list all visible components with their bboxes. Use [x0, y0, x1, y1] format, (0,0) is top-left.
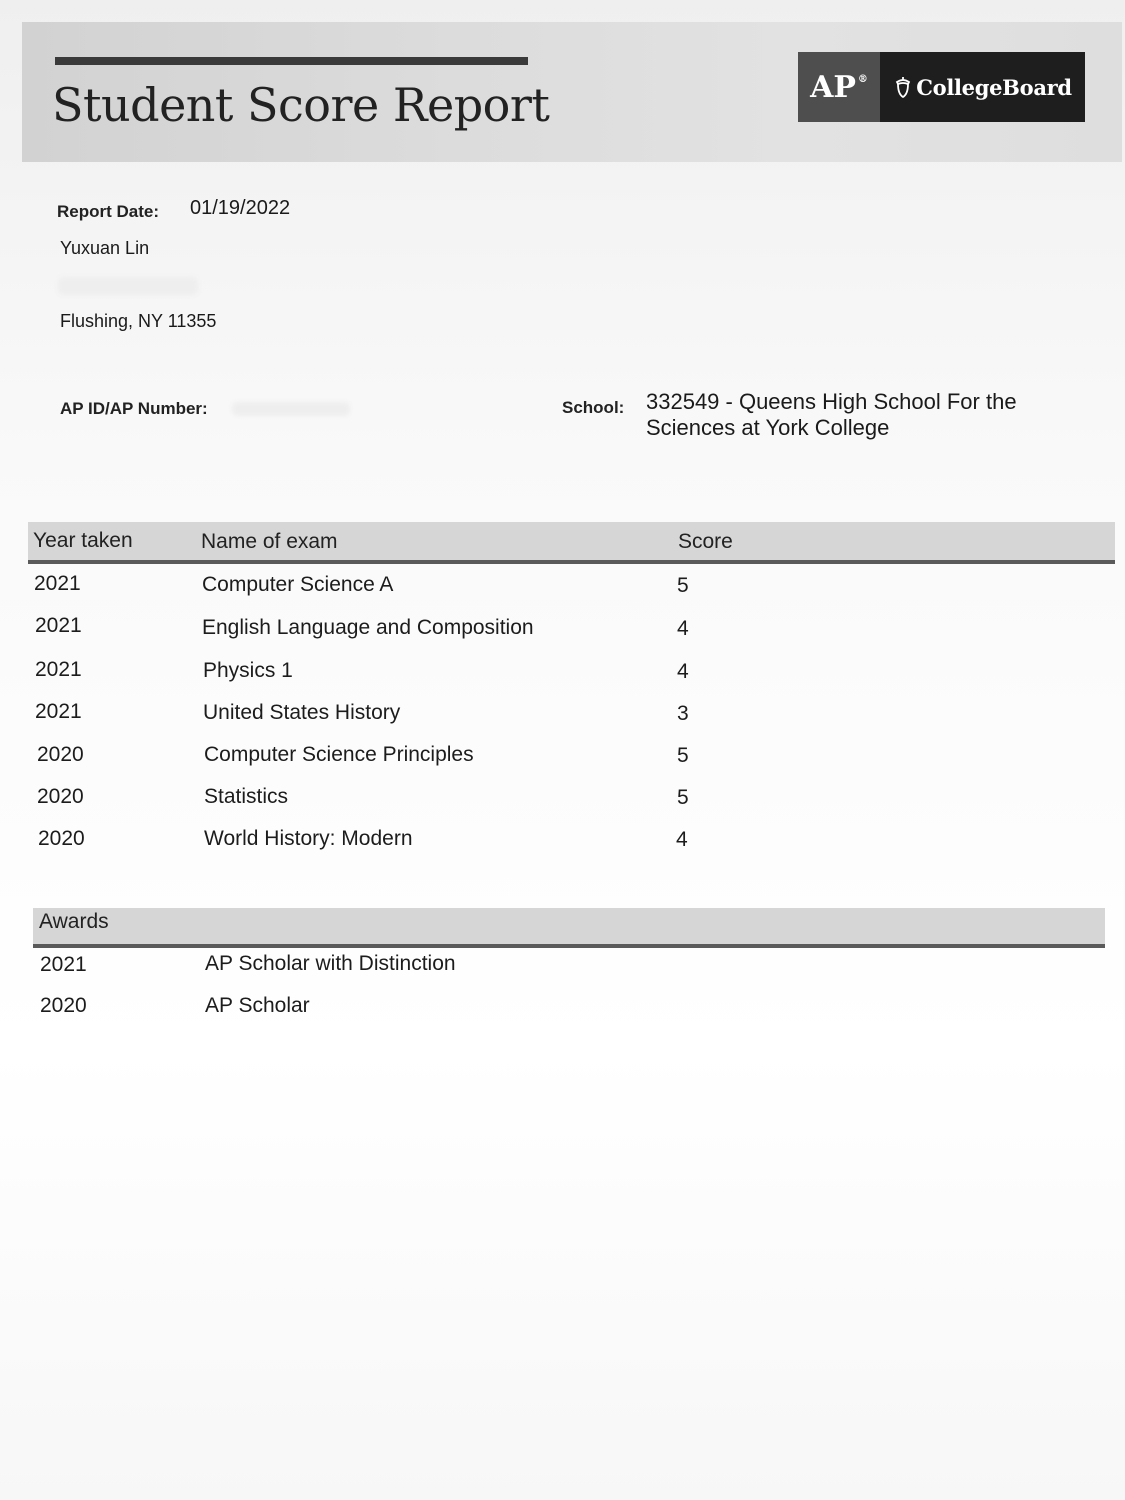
row-exam: Statistics [204, 785, 289, 808]
award-name: AP Scholar [205, 994, 310, 1017]
row-score: 5 [677, 744, 689, 767]
row-year: 2020 [37, 785, 84, 808]
scores-table-header [28, 522, 1115, 564]
row-year: 2021 [35, 700, 82, 723]
school-line-1: 332549 - Queens High School For the [646, 389, 1017, 414]
row-score: 4 [677, 660, 689, 683]
row-score: 3 [677, 702, 689, 725]
row-year: 2020 [37, 743, 84, 766]
report-date-value: 01/19/2022 [190, 197, 291, 219]
award-name: AP Scholar with Distinction [205, 952, 456, 975]
redacted-ap-id [232, 402, 350, 416]
row-exam: Computer Science Principles [204, 743, 474, 766]
row-year: 2021 [34, 572, 81, 595]
row-score: 5 [677, 786, 689, 809]
page-title: Student Score Report [52, 78, 550, 132]
column-header-exam: Name of exam [201, 530, 338, 553]
row-exam: Physics 1 [203, 659, 293, 682]
registered-mark-icon: ® [857, 73, 868, 85]
row-exam: Computer Science A [202, 573, 394, 596]
report-date-label: Report Date: [57, 202, 160, 221]
row-year: 2020 [38, 827, 85, 850]
row-year: 2021 [35, 658, 82, 681]
school-label: School: [562, 398, 625, 417]
collegeboard-logo [880, 52, 1085, 122]
ap-logo-text: AP [810, 69, 856, 105]
row-year: 2021 [35, 614, 82, 637]
ap-logo [798, 52, 880, 122]
award-year: 2020 [40, 994, 87, 1017]
awards-table-header [33, 908, 1105, 948]
row-exam: United States History [203, 701, 401, 724]
column-header-score: Score [678, 530, 733, 553]
acorn-icon [893, 75, 913, 99]
row-exam: English Language and Composition [202, 616, 534, 639]
awards-header-label: Awards [39, 910, 109, 933]
city-state-zip: Flushing, NY 11355 [60, 311, 217, 331]
ap-collegeboard-logo [798, 52, 1085, 122]
title-rule [55, 57, 528, 65]
award-year: 2021 [40, 953, 87, 976]
redacted-address [58, 277, 198, 295]
row-score: 4 [676, 828, 688, 851]
school-line-2: Sciences at York College [646, 415, 890, 440]
row-score: 5 [677, 574, 689, 597]
row-exam: World History: Modern [204, 827, 413, 850]
collegeboard-logo-text: CollegeBoard [916, 74, 1072, 100]
row-score: 4 [677, 617, 689, 640]
student-name: Yuxuan Lin [60, 238, 150, 258]
ap-id-label: AP ID/AP Number: [60, 399, 208, 418]
column-header-year: Year taken [33, 529, 133, 552]
